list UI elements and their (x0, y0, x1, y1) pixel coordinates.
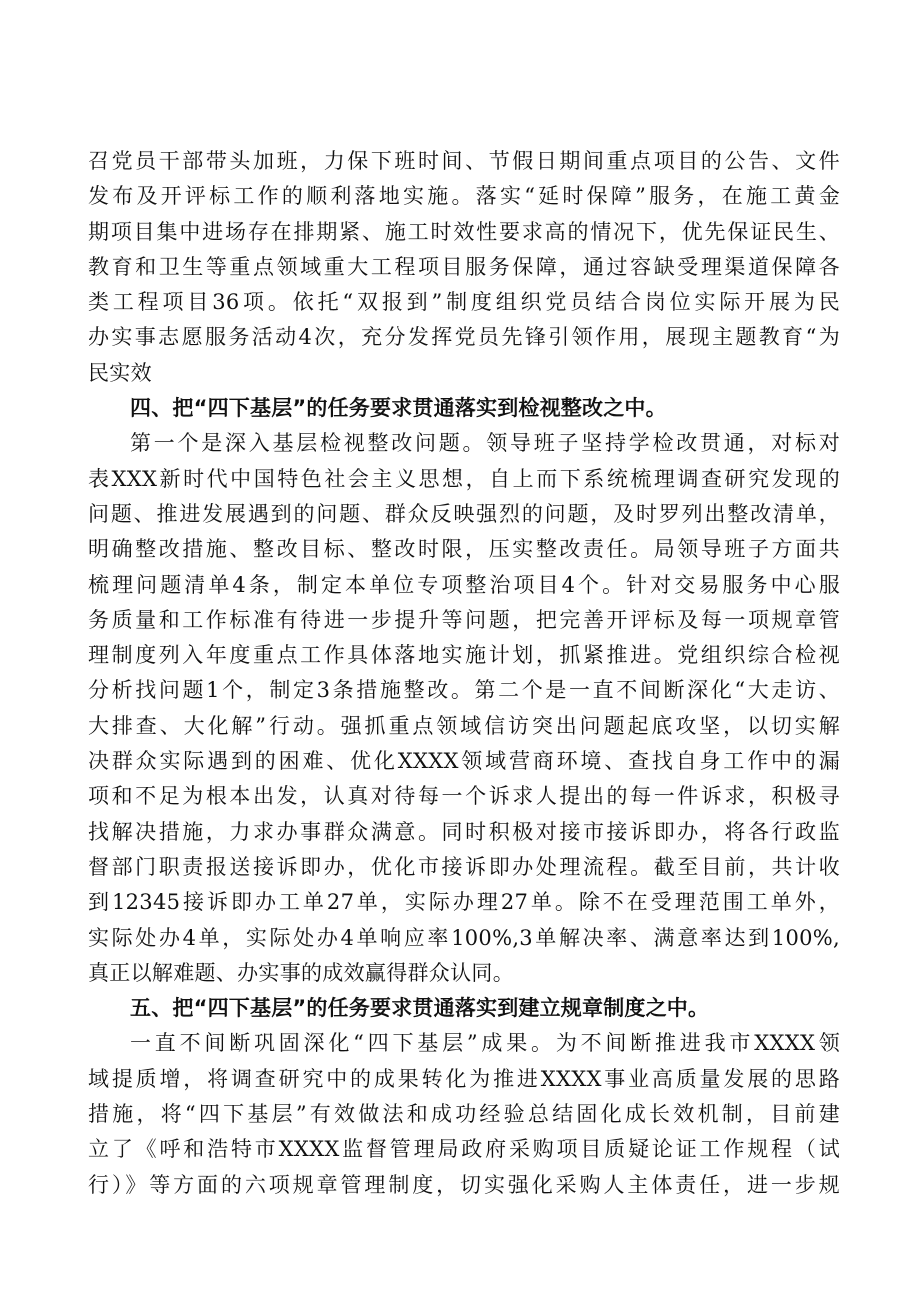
text-line: 决群众实际遇到的困难、优化XXXX领域营商环境、查找自身工作中的漏 (88, 749, 840, 774)
text-line: 教育和卫生等重点领域重大工程项目服务保障，通过容缺受理渠道保障各 (88, 254, 840, 279)
text-line: 实际处办4单，实际处办4单响应率100%,3单解决率、满意率达到100%, (88, 925, 840, 950)
section3-tail-paragraph (88, 144, 840, 391)
text-line: 民实效 (88, 360, 152, 385)
text-line: 期项目集中进场存在排期紧、施工时效性要求高的情况下，优先保证民生、 (88, 219, 840, 244)
text-line: 梳理问题清单4条，制定本单位专项整治项目4个。针对交易服务中心服 (88, 572, 840, 597)
text-line: 第一个是深入基层检视整改问题。领导班子坚持学检改贯通，对标对 (130, 431, 840, 456)
document-body (88, 144, 840, 1203)
text-line: 行）》等方面的六项规章管理制度，切实强化采购人主体责任，进一步规 (88, 1172, 840, 1197)
text-line: 立了《呼和浩特市XXXX监督管理局政府采购项目质疑论证工作规程（试 (88, 1137, 840, 1162)
text-line: 到12345接诉即办工单27单，实际办理27单。除不在受理范围工单外， (88, 890, 840, 915)
text-line: 理制度列入年度重点工作具体落地实施计划，抓紧推进。党组织综合检视 (88, 643, 840, 668)
section5-paragraph (88, 1026, 840, 1202)
text-line: 分析找问题1个，制定3条措施整改。第二个是一直不间断深化“大走访、 (88, 678, 840, 703)
text-line: 召党员干部带头加班，力保下班时间、节假日期间重点项目的公告、文件 (88, 149, 840, 173)
text-line: 找解决措施，力求办事群众满意。同时积极对接市接诉即办，将各行政监 (88, 819, 840, 844)
section4-paragraph (88, 426, 840, 991)
text-line: 督部门职责报送接诉即办，优化市接诉即办处理流程。截至目前，共计收 (88, 854, 840, 879)
text-line: 大排查、大化解”行动。强抓重点领域信访突出问题起底攻坚，以切实解 (88, 713, 840, 738)
section5-heading: 五、把“四下基层”的任务要求贯通落实到建立规章制度之中。 (130, 996, 710, 1021)
text-line: 类工程项目36项。依托“双报到”制度组织党员结合岗位实际开展为民 (88, 290, 840, 315)
text-line: 表XXX新时代中国特色社会主义思想，自上而下系统梳理调查研究发现的 (88, 466, 840, 491)
text-line: 问题、推进发展遇到的问题、群众反映强烈的问题，及时罗列出整改清单， (88, 501, 840, 526)
text-line: 真正以解难题、办实事的成效赢得群众认同。 (88, 960, 514, 985)
text-line: 项和不足为根本出发，认真对待每一个诉求人提出的每一件诉求，积极寻 (88, 784, 840, 809)
text-line: 域提质增，将调查研究中的成果转化为推进XXXX事业高质量发展的思路 (88, 1066, 840, 1091)
text-line: 措施，将“四下基层”有效做法和成功经验总结固化成长效机制，目前建 (88, 1102, 840, 1127)
text-line: 明确整改措施、整改目标、整改时限，压实整改责任。局领导班子方面共 (88, 537, 840, 562)
text-line: 一直不间断巩固深化“四下基层”成果。为不间断推进我市XXXX领 (130, 1031, 840, 1056)
text-line: 务质量和工作标准有待进一步提升等问题，把完善开评标及每一项规章管 (88, 607, 840, 632)
text-line: 办实事志愿服务活动4次，充分发挥党员先锋引领作用，展现主题教育“为 (88, 325, 840, 350)
section4-heading: 四、把“四下基层”的任务要求贯通落实到检视整改之中。 (130, 396, 667, 421)
text-line: 发布及开评标工作的顺利落地实施。落实“延时保障”服务，在施工黄金 (88, 184, 840, 209)
